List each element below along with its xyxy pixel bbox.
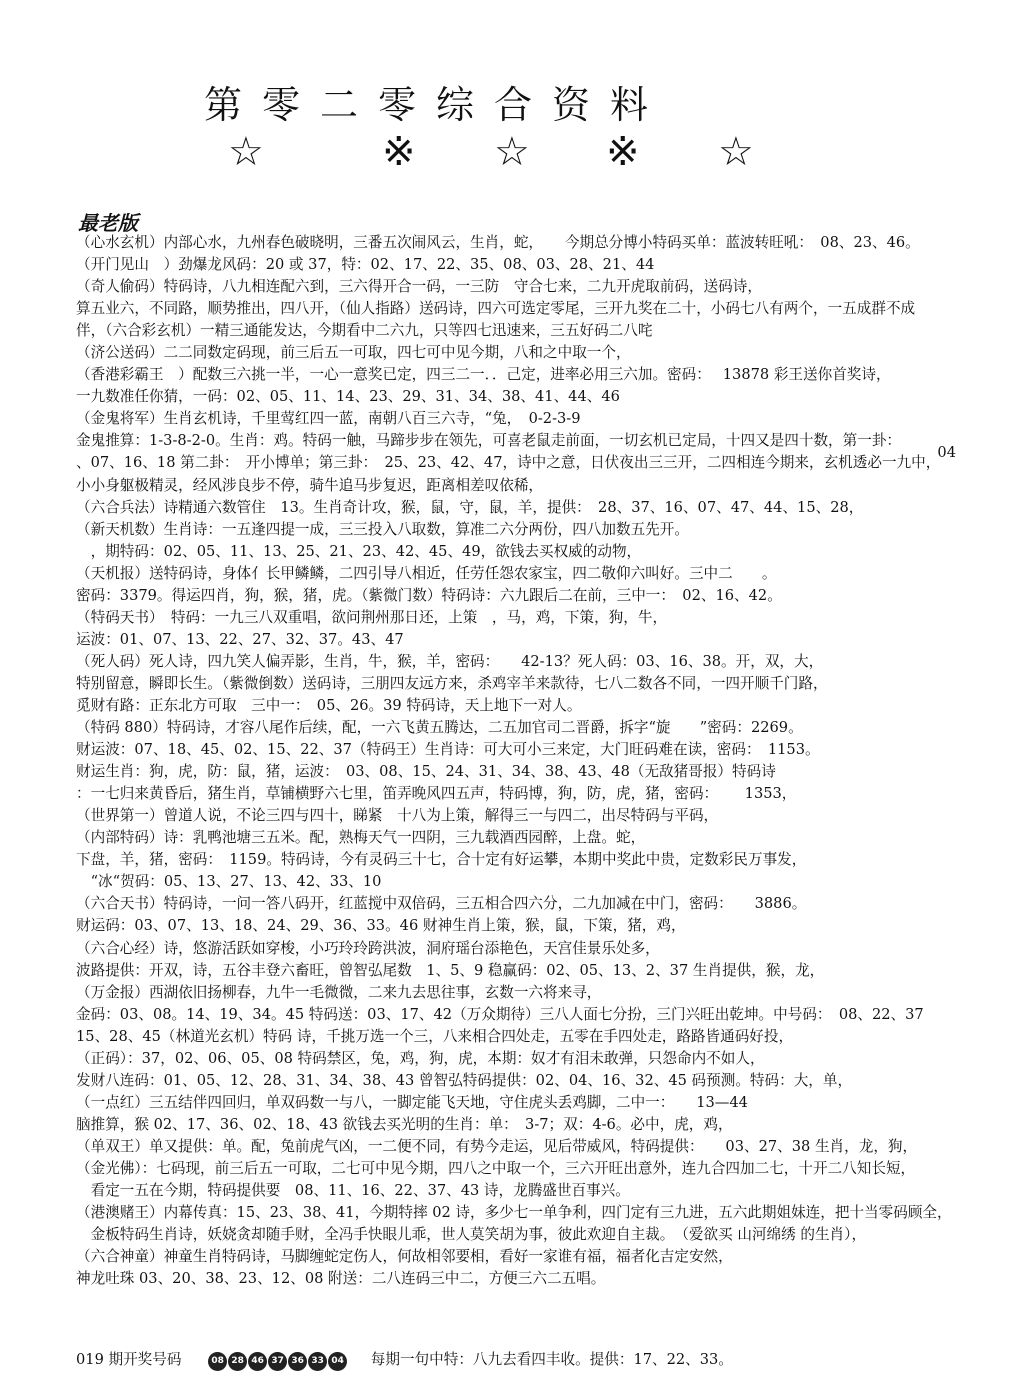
text-line: 金鬼推算：1-3-8-2-0。生肖：鸡。特码一触，马蹄步步在领先，可喜老鼠走前面，一切玄机已定局，十四又是四十数，第一卦： (76, 432, 902, 450)
text-line: ：一七归来黄昏后，猪生肖，草铺横野六七里，笛弄晚风四五声，特码博，狗，防，虎，猪，密码： 1353， (76, 785, 797, 803)
text-line: （一点红）三五结伴四回归，单双码数一与八，一脚定能飞天地，守住虎头丢鸡脚，二中一： 13—44 (76, 1093, 748, 1111)
number-ball: 46 (248, 1352, 267, 1371)
text-line: 看定一五在今期，特码提供要 08、11、16、22、37、43 诗，龙腾盛世百事兴。 (76, 1182, 630, 1200)
text-line: 觅财有路：正东北方可取 三中一： 05、26。39 特码诗，天上地下一对人。 (76, 696, 582, 714)
number-ball: 33 (308, 1352, 327, 1371)
reference-mark-icon: ※ (382, 129, 416, 175)
reference-mark-icon: ※ (606, 129, 640, 175)
text-line: 波路提供：开双，诗，五谷丰登六畜旺，曾智弘尾数 1、5、9 稳赢码：02、05、13、2、37 生肖提供，猴，龙， (76, 961, 825, 979)
text-line: （奇人偷码）特码诗，八九相连配六到，三六得开合一码，一三防 守合七来，二九开虎取前码，送码诗， (76, 278, 762, 296)
line-continuation: 04 (937, 444, 956, 461)
text-line: 下盘，羊，猪，密码： 1159。特码诗，今有灵码三十七，合十定有好运攀，本期中奖此中贵，定数彩民万事发， (76, 851, 807, 869)
number-ball: 08 (208, 1352, 227, 1371)
text-line: （心水玄机）内部心水，九州春色破晓明，三番五次闹风云，生肖，蛇， 今期总分博小特码买单：蓝波转旺吼： 08、23、46。 (76, 234, 920, 251)
text-line: 财运波：07、18、45、02、15、22、37（特码王）生肖诗：可大可小三来定，大门旺码难在读，密码： 1153。 (76, 741, 820, 759)
text-line: （特码天书） 特码：一九三八双重唱，欲问荆州那日还，上策 ，马，鸡，下策，狗，牛， (76, 608, 668, 626)
period-label: 019 期开奖号码 (76, 1350, 182, 1368)
text-line: 伴，（六合彩玄机）一精三通能发达，今期看中二六九，只等四七迅速来，三五好码二八咤 (76, 322, 653, 340)
text-line: （金鬼将军）生肖玄机诗，千里莺红四一蓝，南朝八百三六寺，“兔， 0-2-3-9 (76, 410, 581, 428)
text-line: （开门见山 ）劲爆龙风码：20 或 37，特：02、17、22、35、08、03、28、21、44 (76, 256, 655, 274)
text-line: 财运码：03、07、13、18、24、29、36、33。46 财神生肖上策，猴，鼠，下策，猪，鸡， (76, 917, 686, 935)
body-text (76, 232, 1006, 1290)
text-line: （港澳赌王）内幕传真：15、23、38、41，今期特摔 02 诗，多少七一单争利，四门定有三九进，五六此期姐妹连，把十当零码顾全， (76, 1204, 952, 1222)
text-line: （香港彩霸王 ）配数三六挑一半，一心一意奖已定，四三二一．．己定，进率必用三六加。密码： 13878 彩王送你首奖诗， (76, 366, 891, 384)
text-line: （济公送码）二二同数定码现，前三后五一可取，四七可中见今期，八和之中取一个， (76, 344, 631, 362)
text-line: 密码：3379。得运四肖，狗，猴，猪，虎。（紫微门数）特码诗：六九跟后二在前，三中一： 02、16、42。 (76, 586, 782, 604)
footer-tip: 每期一句中特：八九去看四丰收。提供：17、22、33。 (370, 1350, 733, 1368)
text-line: （正码）：37，02、06、05、08 特码禁区，兔，鸡，狗，虎，本期：奴才有泪未敢弹，只怨命内不如人， (76, 1049, 765, 1067)
symbol-row (0, 128, 1014, 178)
text-line: （世界第一）曾道人说，不论三四与四十，睇紧 十八为上策，解得三一与四二，出尽特码与平码， (76, 807, 719, 825)
text-line: （天机报）送特码诗，身体亻长甲鳞鳞，二四引导八相近，任劳任怨农家宝，四二敬仰六叫好。三中二 。 (76, 564, 777, 582)
text-line: 脑推算，猴 02、17、36、02、18、43 欲钱去买光明的生肖：单： 3-7；双：4-6。必中，虎，鸡， (76, 1115, 733, 1133)
text-line: 金板特码生肖诗，妖娆贪却随手财，全冯手快眼儿乖，世人莫笑胡为事，彼此欢迎自主裁。 （爱欲买 山河绵绣 的生肖）， (76, 1226, 867, 1244)
text-line: 财运生肖：狗，虎，防：鼠，猪，运波： 03、08、15、24、31、34、38、43、48（无敌猪哥报）特码诗 (76, 763, 776, 781)
number-ball: 36 (288, 1352, 307, 1371)
star-icon: ☆ (494, 129, 530, 175)
text-line: 运波：01、07、13、22、27、32、37。43、47 (76, 630, 404, 648)
text-line: 小小身躯极精灵，经风涉良步不停，骑牛追马步复迟，距离相差叹依稀， (76, 476, 544, 494)
number-ball: 04 (328, 1352, 347, 1371)
text-line: （特码 880）特码诗，才容八尾作后续，配，一六飞黄五腾达，二五加官司二晋爵，拆字“旋 ”密码：2269。 (76, 719, 803, 737)
footer (76, 1348, 1006, 1372)
star-icon: ☆ (228, 129, 264, 175)
text-line: 一九数准任你猜，一码：02、05、11、14、23、29、31、34、38、41、44、46 (76, 388, 620, 406)
text-line: 金码：03、08。14、19、34。45 特码送：03、17、42（万众期待）三八人面七分扮，三门兴旺出乾坤。中号码： 08、22、37 (76, 1005, 924, 1023)
text-line: 算五业六，不同路，顺势推出，四八开，（仙人指路）送码诗，四六可选定零尾，三开九奖在二十，小码七八有两个，一五成群不成 (76, 300, 916, 318)
number-ball: 37 (268, 1352, 287, 1371)
text-line: （单双王）单又提供：单。配，兔前虎气凶，一二便不同，有势今走运，见后带威风，特码提供： 03、27、38 生肖，龙，狗， (76, 1137, 918, 1155)
text-line: （六合兵法）诗精通六数管住 13。生肖奇计攻，猴，鼠，守，鼠，羊，提供： 28、37、16、07、47、44、15、28， (76, 498, 864, 516)
text-line: 发财八连码：01、05、12、28、31、34、38、43 曾智弘特码提供：02、04、16、32、45 码预测。特码：大，单， (76, 1071, 853, 1089)
text-line: （六合天书）特码诗，一问一答八码开，红蓝搅中双倍码，三五相合四六分，二九加减在中门，密码： 3886。 (76, 895, 807, 913)
page-title: 第零二零综合资料 (204, 83, 669, 127)
text-line: （万金报）西湖依旧扬柳春，九牛一毛微微，二来九去思往事，玄数一六将来寻， (76, 983, 602, 1001)
text-line: （新天机数）生肖诗：一五逢四提一成，三三投入八取数，算准二六分两份，四八加数五先开。 (76, 520, 689, 538)
text-line: 特别留意，瞬即长生。（紫微倒数）送码诗，三朋四友远方来，杀鸡宰羊来款待，七八二数各不同，一四开顺千门路， (76, 674, 828, 692)
edition-label: 最老版 (78, 211, 138, 235)
star-icon: ☆ (718, 129, 754, 175)
draw-numbers (208, 1348, 348, 1371)
text-line: ，期特码：02、05、11、13、25、21、23、42、45、49，欲钱去买权威的动物， (76, 542, 642, 560)
number-ball: 28 (228, 1352, 247, 1371)
text-line: 神龙吐珠 03、20、38、23、12、08 附送：二八连码三中二，方便三六二五唱。 (76, 1270, 606, 1288)
text-line: （内部特码）诗：乳鸭池塘三五米。配，熟梅天气一四阴，三九载酒西园醉，上盘。蛇， (76, 829, 646, 847)
text-line: （死人码）死人诗，四九笑人偏弄影，生肖，牛，猴，羊，密码： 42-13？死人码：03、16、38。开，双，大， (76, 652, 824, 670)
text-line: （金光佛）：七码现，前三后五一可取，二七可中见今期，四八之中取一个，三六开旺出意外，连九合四加二七，十开二八知长短， (76, 1159, 916, 1177)
text-line: 、07、16、18 第二卦： 开小博单；第三卦： 25、23、42、47，诗中之意，日伏夜出三三开，二四相连今期来，玄机透必一九中， (76, 454, 941, 472)
text-line: 15、28、45（林道光玄机）特码 诗，千挑万选一个三，八来相合四处走，五零在手四处走，路路皆通码好投， (76, 1027, 794, 1045)
text-line: （六合神童）神童生肖特码诗，马脚缠蛇定伤人，何故相邻要相，看好一家谁有福，福者化吉定安然， (76, 1248, 733, 1266)
text-line: （六合心经）诗，悠游活跃如穿梭，小巧玲玲跨洪波，洞府瑶台添艳色，天宫佳景乐处多， (76, 939, 660, 957)
text-line: “冰“贺码：05、13、27、13、42、33、10 (76, 873, 382, 891)
